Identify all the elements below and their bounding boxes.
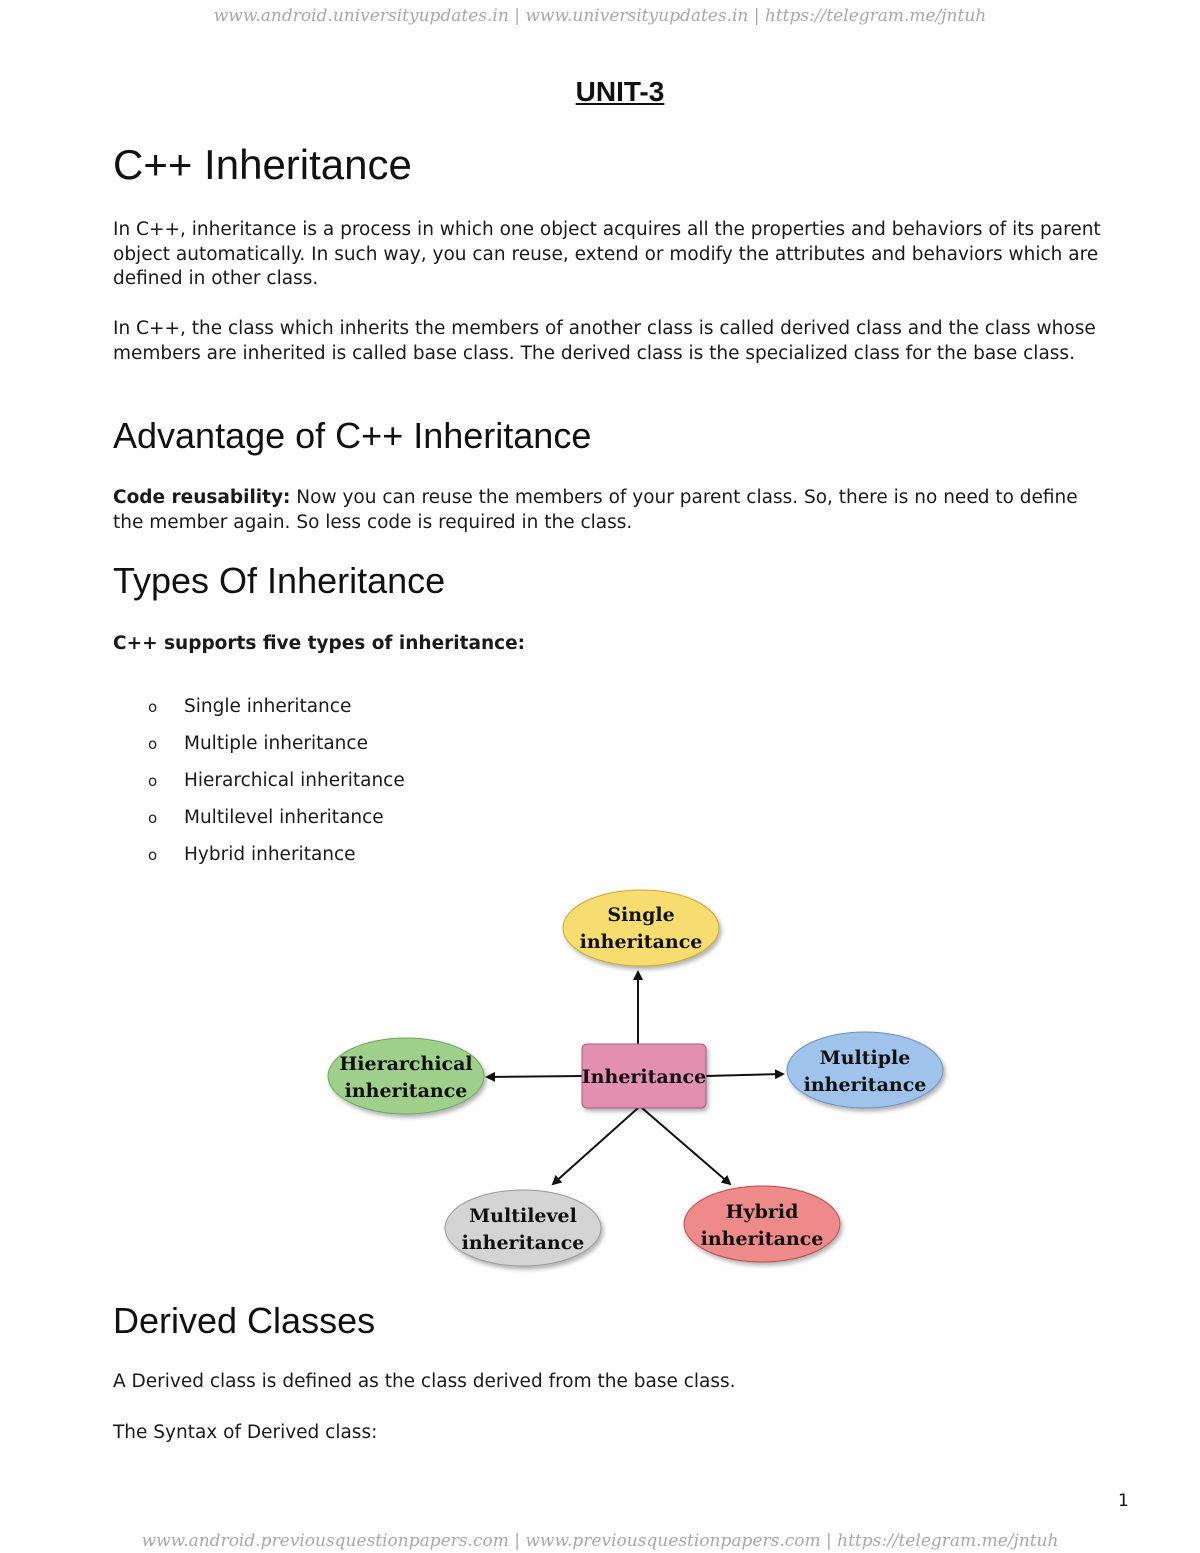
heading-cpp-inheritance: C++ Inheritance — [113, 141, 412, 188]
page-number: 1 — [1118, 1491, 1129, 1511]
list-item-label: Hierarchical inheritance — [184, 769, 405, 791]
node-hierarchical-line2: inheritance — [344, 1080, 468, 1102]
node-multiple — [787, 1032, 943, 1108]
node-multilevel-line2: inheritance — [461, 1232, 585, 1254]
code-reusability-label: Code reusability: — [113, 487, 291, 508]
footer-watermark-links: www.android.previousquestionpapers.com | www.previousquestionpapers.com | https://telegram.me/jntuh — [141, 1531, 1059, 1551]
paragraph-derived-base-class: In C++, the class which inherits the members of another class is called derived class and the class whose members are inherited is called base class. The derived class is the specialized class for the base class. — [113, 318, 1096, 364]
list-item-label: Hybrid inheritance — [184, 843, 356, 865]
bullet-circle-icon: o — [148, 771, 158, 790]
arrow-to-hierarchical — [487, 1076, 582, 1077]
types-intro: C++ supports five types of inheritance: — [113, 633, 526, 654]
node-multiple-line2: inheritance — [803, 1074, 927, 1096]
node-hierarchical-line1: Hierarchical — [339, 1053, 473, 1075]
node-single-line2: inheritance — [579, 931, 703, 953]
node-hierarchical — [328, 1038, 484, 1114]
inheritance-types-list — [148, 688, 405, 873]
arrow-to-multiple — [706, 1074, 783, 1076]
node-multilevel-line1: Multilevel — [469, 1205, 577, 1227]
paragraph-inheritance-definition: In C++, inheritance is a process in which one object acquires all the properties and behaviors of its parent object automatically. In such way, you can reuse, extend or modify the attributes and behaviors which are defined in other class. — [113, 219, 1101, 289]
inheritance-types-diagram — [320, 880, 960, 1280]
bullet-circle-icon: o — [148, 845, 158, 864]
node-multilevel — [445, 1190, 601, 1266]
list-item-label: Multilevel inheritance — [184, 806, 384, 828]
list-item — [148, 799, 405, 836]
node-multiple-line1: Multiple — [819, 1047, 911, 1069]
header-watermark-links: www.android.universityupdates.in | www.universityupdates.in | https://telegram.me/jntuh — [213, 6, 987, 26]
paragraph-derived-definition: A Derived class is defined as the class derived from the base class. — [113, 1371, 736, 1392]
center-label: Inheritance — [581, 1066, 707, 1088]
paragraph-syntax-intro: The Syntax of Derived class: — [113, 1422, 378, 1443]
heading-types-of-inheritance: Types Of Inheritance — [113, 560, 446, 601]
heading-derived-classes: Derived Classes — [113, 1300, 376, 1341]
unit-title: UNIT-3 — [575, 76, 665, 107]
bullet-circle-icon: o — [148, 808, 158, 827]
list-item — [148, 688, 405, 725]
heading-advantage: Advantage of C++ Inheritance — [113, 415, 592, 456]
node-single-line1: Single — [607, 904, 675, 926]
list-item — [148, 836, 405, 873]
arrow-to-hybrid — [642, 1108, 730, 1184]
node-single — [563, 890, 719, 966]
list-item — [148, 762, 405, 799]
code-reusability-text: Now you can reuse the members of your parent class. So, there is no need to define the member again. So less code is required in the class. — [113, 487, 1078, 533]
node-hybrid — [684, 1186, 840, 1262]
node-hybrid-line1: Hybrid — [725, 1201, 799, 1223]
node-hybrid-line2: inheritance — [700, 1228, 824, 1250]
list-item-label: Multiple inheritance — [184, 732, 368, 754]
list-item-label: Single inheritance — [184, 695, 352, 717]
bullet-circle-icon: o — [148, 734, 158, 753]
arrow-to-multilevel — [553, 1108, 638, 1184]
bullet-circle-icon: o — [148, 697, 158, 716]
paragraph-code-reusability — [113, 486, 1103, 535]
list-item — [148, 725, 405, 762]
